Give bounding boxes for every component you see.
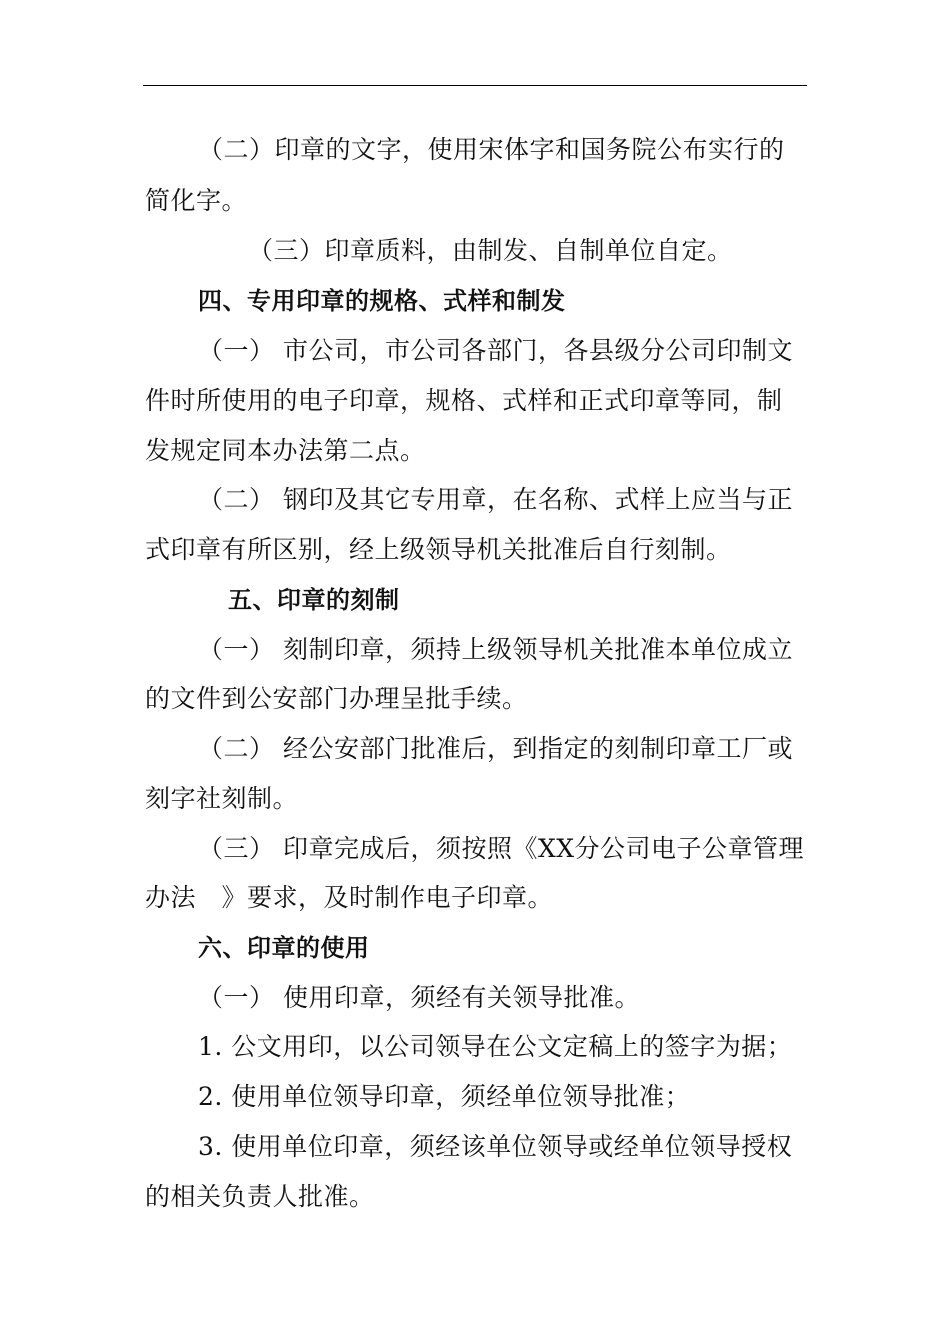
paragraph-line: （一） 刻制印章，须持上级领导机关批准本单位成立: [198, 635, 793, 664]
section-heading: 四、专用印章的规格、式样和制发: [198, 287, 566, 315]
paragraph-line: （二） 钢印及其它专用章，在名称、式样上应当与正: [198, 485, 793, 514]
paragraph-line: （一） 使用印章，须经有关领导批准。: [198, 983, 640, 1012]
paragraph-line: 3. 使用单位印章，须经该单位领导或经单位领导授权: [198, 1132, 793, 1161]
paragraph-line: （二）印章的文字，使用宋体字和国务院公布实行的: [198, 135, 785, 164]
paragraph-line: 2. 使用单位领导印章，须经单位领导批准；: [198, 1082, 691, 1111]
section-heading: 五、印章的刻制: [228, 586, 400, 614]
paragraph-line: （一） 市公司，市公司各部门，各县级分公司印制文: [198, 336, 793, 365]
paragraph-line: （二） 经公安部门批准后，到指定的刻制印章工厂或: [198, 734, 793, 763]
paragraph-line: 的相关负责人批准。: [145, 1182, 375, 1211]
paragraph-line: 简化字。: [145, 186, 248, 215]
paragraph-line: 办法 》要求，及时制作电子印章。: [145, 883, 554, 912]
paragraph-line: （三） 印章完成后，须按照《XX分公司电子公章管理: [198, 834, 805, 863]
paragraph-line: 发规定同本办法第二点。: [145, 436, 426, 465]
paragraph-line: 1. 公文用印，以公司领导在公文定稿上的签字为据；: [198, 1032, 793, 1061]
paragraph-line: 的文件到公安部门办理呈批手续。: [145, 684, 528, 713]
paragraph-line: 式印章有所区别，经上级领导机关批准后自行刻制。: [145, 535, 732, 564]
paragraph-line: （三）印章质料，由制发、自制单位自定。: [248, 236, 733, 265]
section-heading: 六、印章的使用: [198, 934, 370, 962]
paragraph-line: 刻字社刻制。: [145, 784, 299, 813]
paragraph-line: 件时所使用的电子印章，规格、式样和正式印章等同，制: [145, 386, 783, 415]
